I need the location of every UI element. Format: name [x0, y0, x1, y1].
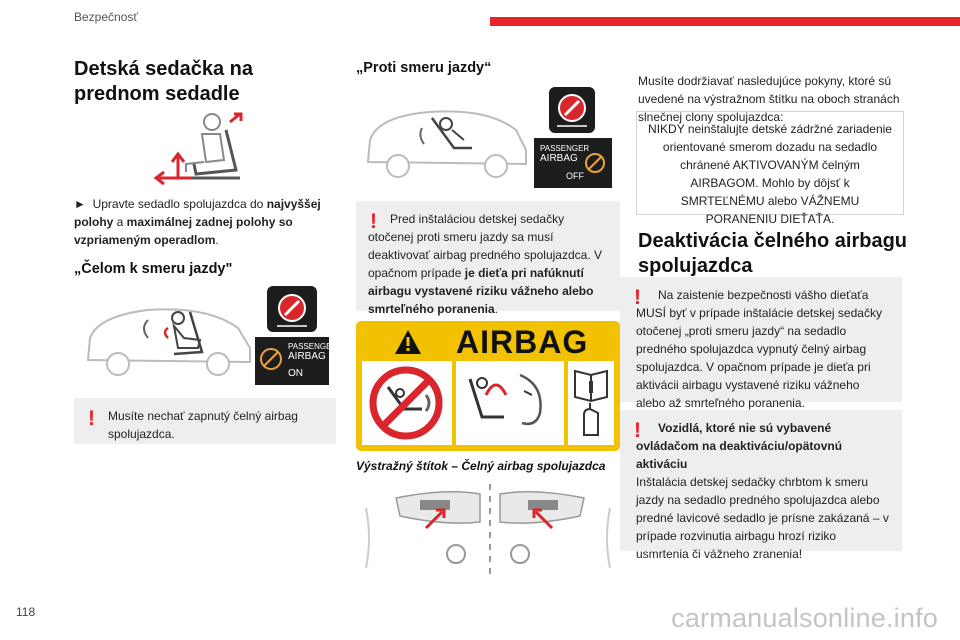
forward-facing-heading: „Čelom k smeru jazdy"	[74, 261, 233, 277]
sticker-panel-prohibited	[362, 361, 452, 445]
warning-exclamation-icon: !	[634, 419, 641, 442]
section-title-front-seat: Detská sedačka na prednom sedadle	[74, 58, 254, 105]
read-manual-icon	[572, 367, 610, 439]
seat-adjust-illustration	[144, 112, 254, 188]
warning-box-airbag-on: ! Musíte nechať zapnutý čelný airbag spolujazdca.	[74, 398, 336, 444]
warning-box-rear-facing: ! Pred inštaláciou detskej sedačky otočenej proti smeru jazdy sa musí deaktivovať airbag predného spolujazdca. V opačnom prípade je dieťa pri nafúknutí airbagu vystavené riziku vážneho alebo smrteľného poranenia.	[356, 201, 620, 311]
airbag-status-icon	[267, 286, 317, 332]
sticker-panel-manual	[568, 361, 614, 445]
warning-box-deactivation: ! Na zaistenie bezpečnosti vášho dieťaťa MUSÍ byť v prípade inštalácie detskej sedačky otočenej „proti smeru jazdy“ na sedadlo predného spolujazdca vypnutý čelný airbag spolujazdca. V opačnom prípade je dieťa pri aktivácii airbagu vystavené riziku vážneho alebo až smrteľného poranenia.	[620, 277, 902, 402]
airbag-deploy-icon	[460, 365, 560, 441]
header-section-title: Bezpečnosť	[74, 10, 138, 24]
warning-exclamation-icon: !	[88, 407, 95, 430]
rear-facing-heading: „Proti smeru jazdy“	[356, 60, 492, 76]
no-rear-facing-seat-icon	[368, 365, 444, 441]
passenger-airbag-on-label: PASSENGER AIRBAG ON	[255, 337, 329, 385]
seat-instruction: ► Upravte sedadlo spolujazdca do najvyššej polohy a maximálnej zadnej polohy so vzpriameným operadlom.	[74, 197, 321, 247]
warning-triangle-icon	[394, 329, 422, 355]
airbag-warning-icon	[549, 87, 595, 133]
section-title-deactivation: Deaktivácia čelného airbagu spolujazdca	[638, 230, 908, 277]
warning-exclamation-icon: !	[370, 210, 377, 233]
sticker-caption: Výstražný štítok – Čelný airbag spolujazdca	[356, 459, 606, 473]
airbag-warning-sticker	[356, 321, 620, 451]
warning-box-no-switch: ! Vozidlá, ktoré nie sú vybavené ovládačom na deaktiváciu/opätovnú aktiváciu Inštalácia detskej sedačky chrbtom k smeru jazdy na sedadlo predného spolujazdca alebo predné lavicové sedadlo je prísne zakázaná – v prípade rozvinutia airbagu hrozí riziko usmrtenia či vážneho zranenia!	[620, 410, 902, 551]
header-accent-bar	[490, 17, 960, 26]
visor-instructions-intro: Musíte dodržiavať nasledujúce pokyny, ktoré sú uvedené na výstražnom štítku na oboch stranách slnečnej clony spolujazdca:	[638, 74, 900, 124]
car-rear-facing-illustration	[360, 100, 530, 182]
child-seat-crossed-icon	[259, 347, 283, 371]
page-number: 118	[16, 605, 36, 619]
passenger-airbag-off-label: PASSENGER AIRBAG OFF	[534, 138, 612, 188]
sticker-title: AIRBAG	[456, 324, 589, 360]
child-seat-crossed-icon	[584, 152, 606, 174]
sun-visor-label-illustration	[356, 478, 620, 576]
sticker-panel-airbag	[456, 361, 564, 445]
notice-box: NIKDY neinštalujte detské zádržné zariadenie orientované smerom dozadu na sedadlo chránené AKTIVOVANÝM čelným AIRBAGOM. Mohlo by dôjsť k SMRTEĽNÉMU alebo VÁŽNEMU PORANENIU DIEŤAŤA.	[636, 111, 904, 215]
warning-exclamation-icon: !	[634, 286, 641, 309]
watermark-text: carmanualsonline.info	[671, 603, 938, 633]
car-forward-facing-illustration	[78, 298, 258, 380]
